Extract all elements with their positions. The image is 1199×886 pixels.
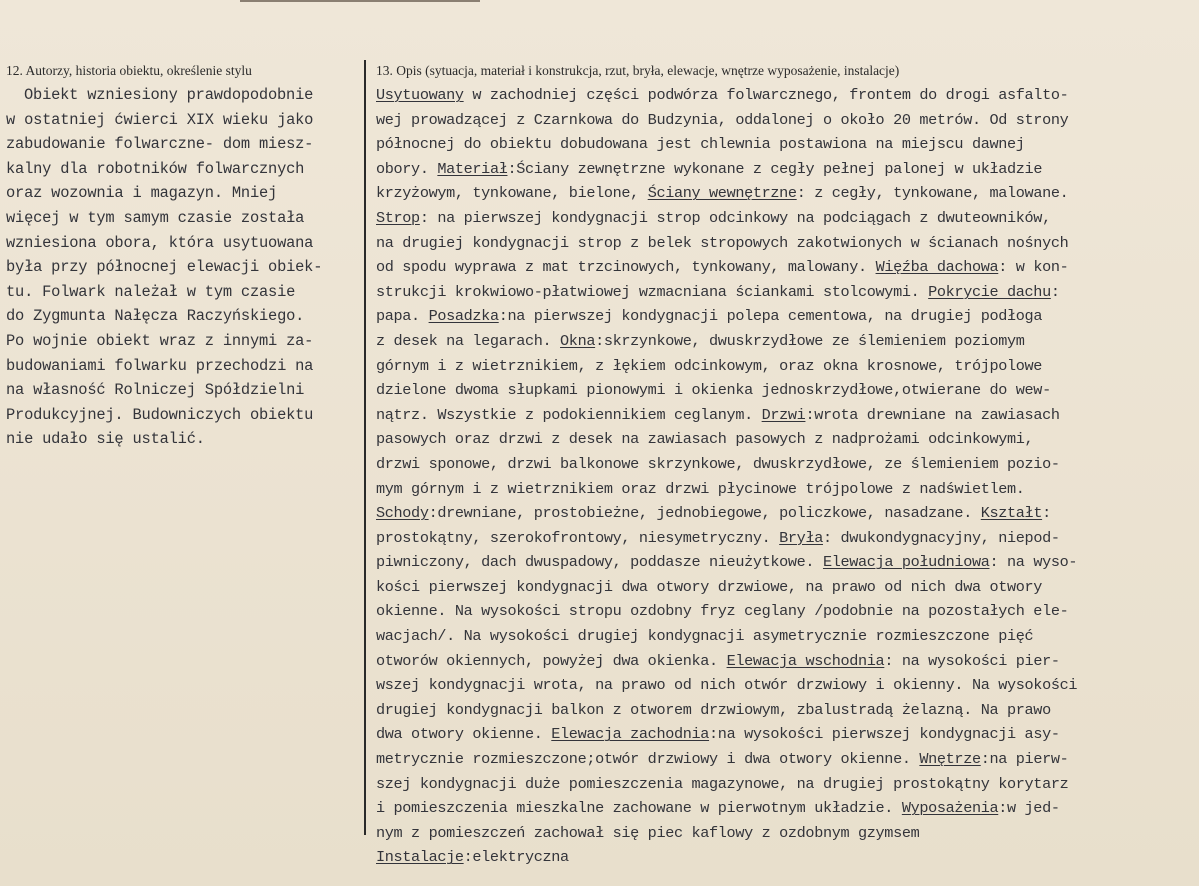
text-line bbox=[376, 673, 1194, 698]
text-segment: szej kondygnacji duże pomieszczenia magazynowe, na drugiej prostokątny korytarz bbox=[376, 774, 1069, 793]
text-segment: :drewniane, prostobieżne, jednobiegowe, policzkowe, nasadzane. bbox=[428, 504, 981, 523]
text-segment: na drugiej kondygnacji strop z belek stropowych zakotwionych w ścianach nośnych bbox=[376, 233, 1069, 252]
text-segment: otworów okiennych, powyżej dwa okienka. bbox=[376, 651, 727, 670]
text-segment: :w jed- bbox=[998, 799, 1060, 818]
section-12 bbox=[6, 62, 358, 452]
text-segment: : na wysokości pier- bbox=[884, 651, 1060, 670]
text-segment: :skrzynkowe, dwuskrzydłowe ze ślemieniem poziomym bbox=[595, 331, 1025, 350]
text-line bbox=[376, 845, 1194, 870]
text-segment: i pomieszczenia mieszkalne zachowane w pierwotnym układzie. bbox=[376, 799, 902, 818]
text-line bbox=[376, 575, 1194, 600]
text-segment: : w kon- bbox=[998, 258, 1069, 277]
text-line: budowaniami folwarku przechodzi na bbox=[6, 356, 314, 375]
text-segment: dwa otwory okienne. bbox=[376, 725, 552, 744]
text-segment: : bbox=[1050, 282, 1060, 301]
text-line bbox=[376, 157, 1194, 182]
text-segment: wacjach/. Na wysokości drugiej kondygnacji asymetrycznie rozmieszczone pięć bbox=[376, 627, 1034, 646]
underlined-term: Elewacja wschodnia bbox=[726, 651, 885, 670]
underlined-term: Materiał bbox=[437, 159, 508, 178]
text-segment: drzwi sponowe, drzwi balkonowe skrzynkowe, dwuskrzydłowe, ze ślemieniem pozio- bbox=[376, 454, 1060, 473]
text-line bbox=[376, 181, 1194, 206]
text-segment: dzielone dwoma słupkami pionowymi i okienka jednoskrzydłowe,otwierane do wew- bbox=[376, 381, 1051, 400]
text-line bbox=[376, 501, 1194, 526]
text-line: wzniesiona obora, która usytuowana bbox=[6, 233, 314, 252]
section-13-header: 13. Opis (sytuacja, materiał i konstrukcja, rzut, bryła, elewacje, wnętrze wyposażenie, instalacje) bbox=[376, 63, 900, 78]
text-segment: :wrota drewniane na zawiasach bbox=[805, 405, 1060, 424]
text-segment: :na pierw- bbox=[980, 750, 1069, 769]
text-segment: drugiej kondygnacji balkon z otworem drzwiowym, zbalustradą żelazną. Na prawo bbox=[376, 700, 1051, 719]
underlined-term: Elewacja zachodnia bbox=[551, 725, 710, 744]
text-line: nie udało się ustalić. bbox=[6, 430, 205, 449]
top-rule bbox=[240, 0, 480, 2]
text-segment: prostokątny, szerokofrontowy, niesymetryczny. bbox=[376, 528, 780, 547]
underlined-term: Wyposażenia bbox=[901, 799, 999, 818]
text-line bbox=[376, 526, 1194, 551]
text-segment: w zachodniej części podwórza folwarcznego, frontem do drogi asfalto- bbox=[463, 86, 1069, 104]
text-segment: kości pierwszej kondygnacji dwa otwory drzwiowe, na prawo od nich dwa otwory bbox=[376, 577, 1043, 596]
text-line bbox=[376, 796, 1194, 821]
text-segment: pasowych oraz drzwi z desek na zawiasach pasowych z nadprożami odcinkowymi, bbox=[376, 430, 1034, 449]
section-13 bbox=[376, 62, 1194, 870]
text-line bbox=[376, 477, 1194, 502]
section-12-text bbox=[6, 83, 358, 452]
underlined-term: Usytuowany bbox=[376, 86, 464, 104]
text-segment: piwniczony, dach dwuspadowy, poddasze nieużytkowe. bbox=[376, 553, 823, 572]
section-12-header: 12. Autorzy, historia obiektu, określenie stylu bbox=[6, 63, 252, 78]
text-segment: :elektryczna bbox=[463, 848, 569, 867]
text-segment: :na pierwszej kondygnacji polepa cementowa, na drugiej podłoga bbox=[498, 307, 1043, 326]
text-line bbox=[376, 821, 1194, 846]
text-line bbox=[376, 108, 1194, 133]
text-segment: wszej kondygnacji wrota, na prawo od nich otwór drzwiowy i okienny. Na wysokości bbox=[376, 676, 1078, 695]
text-line bbox=[376, 747, 1194, 772]
text-segment: okienne. Na wysokości stropu ozdobny fryz ceglany /podobnie na pozostałych ele- bbox=[376, 602, 1069, 621]
underlined-term: Wnętrze bbox=[919, 750, 981, 769]
section-13-text bbox=[376, 83, 1194, 870]
text-segment: nątrz. Wszystkie z podokiennikiem ceglanym. bbox=[376, 405, 762, 424]
text-segment: :Ściany zewnętrzne wykonane z cegły pełnej palonej w układzie bbox=[507, 159, 1043, 178]
text-line bbox=[376, 255, 1194, 280]
underlined-term: Pokrycie dachu bbox=[928, 282, 1051, 301]
underlined-term: Schody bbox=[376, 504, 429, 523]
text-segment: nym z pomieszczeń zachował się piec kaflowy z ozdobnym gzymsem bbox=[376, 823, 920, 842]
underlined-term: Elewacja południowa bbox=[822, 553, 990, 572]
text-line bbox=[376, 452, 1194, 477]
text-line bbox=[376, 649, 1194, 674]
text-line bbox=[376, 378, 1194, 403]
text-line: Obiekt wzniesiony prawdopodobnie bbox=[24, 86, 314, 104]
text-line bbox=[376, 354, 1194, 379]
text-line: oraz wozownia i magazyn. Mniej bbox=[6, 184, 278, 203]
text-line bbox=[376, 722, 1194, 747]
text-line bbox=[376, 698, 1194, 723]
text-line bbox=[376, 624, 1194, 649]
text-line bbox=[376, 231, 1194, 256]
text-segment: wej prowadzącej z Czarnkowa do Budzynia, oddalonej o około 20 metrów. Od strony bbox=[376, 110, 1069, 129]
underlined-term: Kształt bbox=[980, 504, 1043, 523]
text-segment: : na pierwszej kondygnacji strop odcinkowy na podciągach z dwuteowników, bbox=[419, 208, 1051, 227]
text-segment: : z cegły, tynkowane, malowane. bbox=[796, 184, 1069, 203]
text-line: Produkcyjnej. Budowniczych obiektu bbox=[6, 405, 314, 424]
text-line bbox=[376, 599, 1194, 624]
text-segment: strukcji krokwiowo-płatwiowej wzmacniana ściankami stolcowymi. bbox=[376, 282, 929, 301]
text-segment: papa. bbox=[376, 307, 429, 326]
text-line: tu. Folwark należał w tym czasie bbox=[6, 282, 296, 301]
column-divider bbox=[364, 60, 366, 835]
text-line bbox=[376, 772, 1194, 797]
text-segment: obory. bbox=[376, 159, 438, 178]
text-segment: północnej do obiektu dobudowana jest chlewnia postawiona na miejscu dawnej bbox=[376, 135, 1025, 154]
text-line bbox=[376, 132, 1194, 157]
underlined-term: Ściany wewnętrzne bbox=[647, 184, 797, 203]
underlined-term: Bryła bbox=[779, 528, 823, 547]
text-line bbox=[376, 550, 1194, 575]
text-line bbox=[376, 206, 1194, 231]
text-segment: od spodu wyprawa z mat trzcinowych, tynkowany, malowany. bbox=[376, 258, 876, 277]
text-segment: :na wysokości pierwszej kondygnacji asy- bbox=[709, 725, 1060, 744]
text-line bbox=[376, 403, 1194, 428]
text-segment: z desek na legarach. bbox=[376, 331, 561, 350]
underlined-term: Strop bbox=[376, 208, 420, 227]
text-segment: metrycznie rozmieszczone;otwór drzwiowy i dwa otwory okienne. bbox=[376, 750, 920, 769]
text-line: Po wojnie obiekt wraz z innymi za- bbox=[6, 331, 314, 350]
text-line: na własność Rolniczej Spółdzielni bbox=[6, 381, 305, 400]
text-line bbox=[376, 280, 1194, 305]
text-segment: : bbox=[1042, 504, 1051, 523]
text-line: zabudowanie folwarczne- dom miesz- bbox=[6, 135, 314, 154]
underlined-term: Posadzka bbox=[428, 307, 499, 326]
underlined-term: Drzwi bbox=[761, 405, 806, 424]
underlined-term: Więźba dachowa bbox=[875, 258, 999, 277]
underlined-term: Okna bbox=[560, 331, 596, 350]
text-line: więcej w tym samym czasie została bbox=[6, 208, 305, 227]
text-line bbox=[376, 304, 1194, 329]
text-segment: krzyżowym, tynkowane, bielone, bbox=[376, 184, 648, 203]
text-line: do Zygmunta Nałęcza Raczyńskiego. bbox=[6, 307, 305, 326]
text-segment: górnym i z wietrznikiem, z łękiem odcinkowym, oraz okna krosnowe, trójpolowe bbox=[376, 356, 1043, 375]
text-line bbox=[376, 427, 1194, 452]
text-line: w ostatniej ćwierci XIX wieku jako bbox=[6, 110, 314, 129]
text-line: kalny dla robotników folwarcznych bbox=[6, 159, 305, 178]
text-segment: mym górnym i z wietrznikiem oraz drzwi płycinowe trójpolowe z nadświetlem. bbox=[376, 479, 1025, 498]
text-segment: : na wyso- bbox=[989, 553, 1078, 572]
text-line bbox=[376, 329, 1194, 354]
underlined-term: Instalacje bbox=[376, 848, 464, 867]
text-line: była przy północnej elewacji obiek- bbox=[6, 258, 323, 277]
text-line bbox=[376, 83, 1194, 108]
text-segment: : dwukondygnacyjny, niepod- bbox=[822, 528, 1060, 547]
